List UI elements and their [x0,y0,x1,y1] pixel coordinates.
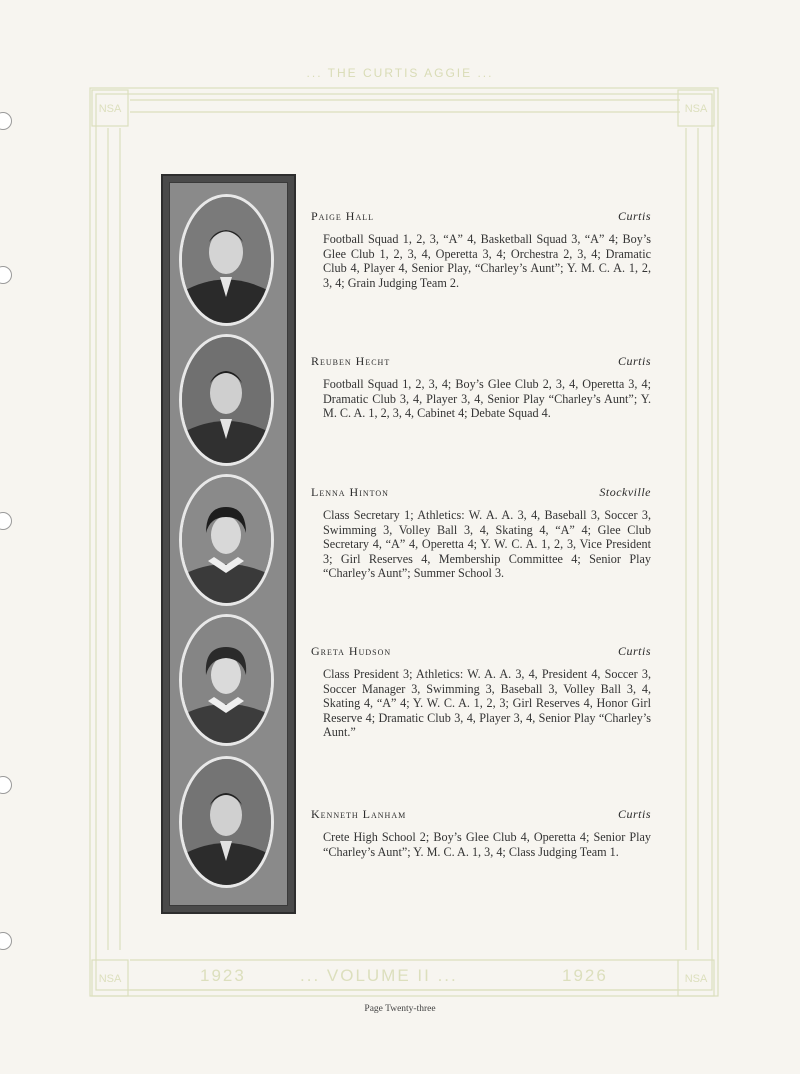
student-hometown: Curtis [617,644,651,658]
student-hometown: Curtis [617,354,651,368]
student-activities: Class Secretary 1; Athletics: W. A. A. 3, 4, Baseball 3, Soccer 3, Swimming 3, Volley Ball 3, 4, Skating 4, “A” 4; Glee Club Secretary 4, “A” 4, Operetta 4; Y. W. C. A. 1, 2, 3, Vice President 3; Girl Reserves 4, Membership Committee 4; Senior Play “Charley’s Aunt”; Summer School 3. [323,508,651,581]
student-activities: Football Squad 1, 2, 3, 4; Boy’s Glee Club 2, 3, 4, Operetta 3, 4; Dramatic Club 3, 4, Player 3, 4, Senior Play “Charley’s Aunt”; Y. M. C. A. 1, 2, 3, 4, Cabinet 4; Debate Squad 4. [323,377,651,421]
footer-volume: ... VOLUME II ... [300,966,458,985]
student-name: Greta Hudson [311,644,392,658]
student-entry [311,485,651,581]
student-hometown: Curtis [617,209,651,223]
portrait-paige-hall [179,194,274,326]
corner-monogram: NSA [684,103,708,115]
student-entry [311,354,651,421]
yearbook-header: ... THE CURTIS AGGIE ... [306,66,494,80]
student-activities: Football Squad 1, 2, 3, “A” 4, Basketball Squad 3, “A” 4; Boy’s Glee Club 1, 2, 3, 4, Operetta 3, 4; Orchestra 2, 3, 4; Dramatic Club 4, Player 4, Senior Play, “Charley’s Aunt”; Y. M. C. A. 1, 2, 3, 4; Grain Judging Team 2. [323,232,651,290]
student-activities: Crete High School 2; Boy’s Glee Club 4, Operetta 4; Senior Play “Charley’s Aunt”; Y. M. C. A. 1, 3, 4; Class Judging Team 1. [323,830,651,859]
footer-year-end: 1926 [562,966,608,985]
student-hometown: Curtis [617,807,651,821]
student-hometown: Stockville [599,485,651,499]
page-number: Page Twenty-three [364,1004,436,1014]
student-name: Kenneth Lanham [311,807,407,821]
portrait-greta-hudson [179,614,274,746]
student-name: Lenna Hinton [311,485,389,499]
student-activities: Class President 3; Athletics: W. A. A. 3, 4, President 4, Soccer 3, Soccer Manager 3, Swimming 3, Baseball 3, Volley Ball 3, 4, Skating 4, “A” 4; Y. W. C. A. 1, 2, 3; Girl Reserves 4, Honor Girl Reserve 4; Dramatic Club 3, 4, Player 3, 4, Senior Play “Charley’s Aunt.” [323,667,651,740]
portrait-kenneth-lanham [179,756,274,888]
student-entry [311,644,651,740]
student-entry [311,209,651,290]
portrait-reuben-hecht [179,334,274,466]
corner-monogram: NSA [684,973,708,985]
corner-monogram: NSA [98,103,122,115]
student-name: Paige Hall [311,209,374,223]
footer-year-start: 1923 [200,966,246,985]
student-name: Reuben Hecht [311,354,391,368]
portrait-strip [161,174,296,914]
corner-monogram: NSA [98,973,122,985]
portrait-lenna-hinton [179,474,274,606]
student-entry [311,807,651,859]
